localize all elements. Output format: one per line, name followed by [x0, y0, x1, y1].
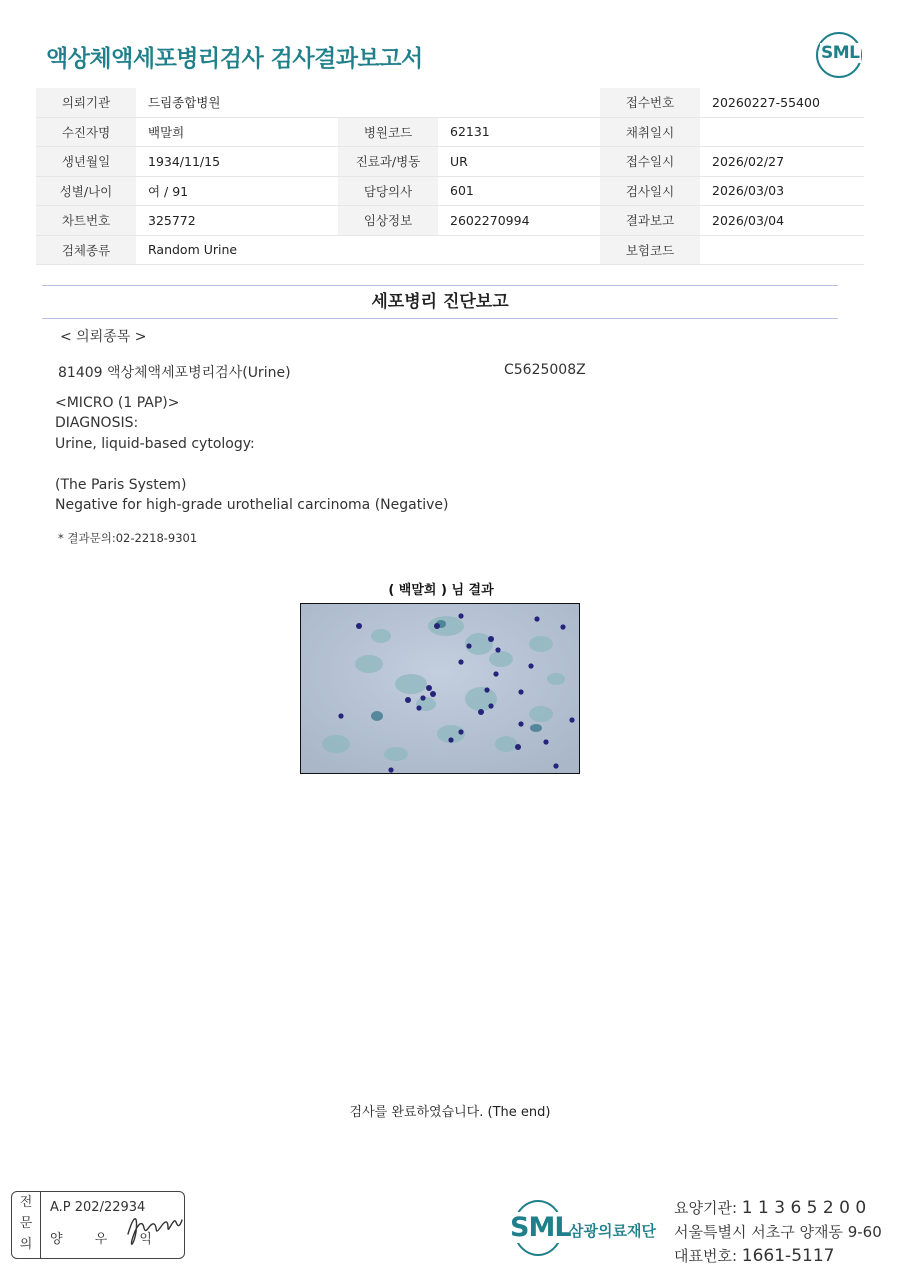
info-label: 병원코드	[338, 117, 438, 147]
info-row	[36, 88, 864, 117]
footer-logo-text: SML	[510, 1212, 571, 1243]
report-line-result: Negative for high-grade urothelial carcinoma (Negative)	[55, 497, 449, 513]
info-label: 생년월일	[36, 147, 136, 177]
info-value: 백말희	[136, 117, 338, 147]
footer-care-number: 1 1 3 6 5 2 0 0	[741, 1198, 867, 1218]
info-label: 수진자명	[36, 117, 136, 147]
info-label: 검체종류	[36, 235, 136, 265]
info-value: 2602270994	[438, 206, 600, 236]
section-bottom-rule	[42, 318, 838, 319]
info-label: 결과보고	[600, 206, 700, 236]
contact-line: * 결과문의:02-2218-9301	[58, 531, 198, 545]
stamp-pathologist-name: 양 우 익	[50, 1232, 166, 1247]
stamp-side-label	[12, 1192, 41, 1258]
sml-logo	[814, 30, 862, 78]
info-value: 325772	[136, 206, 338, 236]
info-label: 담당의사	[338, 176, 438, 206]
info-label: 진료과/병동	[338, 147, 438, 177]
cytology-image	[300, 603, 580, 774]
info-label: 의뢰기관	[36, 88, 136, 117]
info-value: 드림종합병원	[136, 88, 338, 117]
info-value: 62131	[438, 117, 600, 147]
info-value	[700, 117, 864, 147]
info-empty-label	[338, 235, 438, 265]
order-heading: < 의뢰종목 >	[60, 329, 147, 345]
info-label: 접수번호	[600, 88, 700, 117]
image-caption: ( 백말희 ) 님 결과	[388, 583, 494, 598]
info-value: 1934/11/15	[136, 147, 338, 177]
logo-text: SML	[821, 43, 860, 63]
stamp-ap-number: A.P 202/22934	[50, 1200, 146, 1215]
info-label: 보험코드	[600, 235, 700, 265]
info-label: 임상정보	[338, 206, 438, 236]
report-line-diagnosis: DIAGNOSIS:	[55, 415, 139, 431]
patient-info-table	[36, 88, 864, 265]
info-value: 601	[438, 176, 600, 206]
signature-icon	[124, 1204, 184, 1250]
info-row	[36, 147, 864, 177]
info-row	[36, 117, 864, 147]
info-label: 차트번호	[36, 206, 136, 236]
info-value: 20260227-55400	[700, 88, 864, 117]
info-value	[700, 235, 864, 265]
info-value: 2026/03/04	[700, 206, 864, 236]
info-row	[36, 235, 864, 265]
stamp-side-char: 전	[19, 1195, 33, 1210]
cytology-image-drawing	[301, 604, 579, 773]
pathologist-stamp	[11, 1191, 185, 1259]
report-line-micro: <MICRO (1 PAP)>	[55, 395, 180, 411]
info-empty-label	[338, 88, 438, 117]
info-row	[36, 176, 864, 206]
report-line-specimen: Urine, liquid-based cytology:	[55, 436, 255, 452]
info-label: 채취일시	[600, 117, 700, 147]
info-value: 2026/03/03	[700, 176, 864, 206]
info-label: 접수일시	[600, 147, 700, 177]
footer-care-label: 요양기관:	[674, 1199, 742, 1217]
order-code: C5625008Z	[504, 362, 586, 378]
end-message: 검사를 완료하였습니다. (The end)	[349, 1105, 551, 1120]
section-top-rule	[42, 285, 838, 286]
order-item: 81409 액상체액세포병리검사(Urine)	[58, 365, 291, 381]
stamp-side-char: 문	[19, 1216, 33, 1231]
info-row	[36, 206, 864, 236]
footer-address: 서울특별시 서초구 양재동 9-60	[674, 1223, 882, 1241]
stamp-side-char: 의	[19, 1237, 33, 1252]
section-title: 세포병리 진단보고	[371, 292, 509, 312]
footer-org-name: 삼광의료재단	[569, 1222, 656, 1240]
info-value: 여 / 91	[136, 176, 338, 206]
footer-care-row	[674, 1196, 882, 1220]
info-value: Random Urine	[136, 235, 338, 265]
info-empty-value	[438, 235, 600, 265]
footer-info	[674, 1196, 882, 1268]
info-label: 성별/나이	[36, 176, 136, 206]
info-empty-value	[438, 88, 600, 117]
info-label: 검사일시	[600, 176, 700, 206]
report-line-system: (The Paris System)	[55, 477, 187, 493]
footer-phone-label: 대표번호:	[674, 1247, 742, 1265]
report-title: 액상체액세포병리검사 검사결과보고서	[46, 46, 423, 72]
footer-phone: 1661-5117	[741, 1246, 835, 1266]
info-value: 2026/02/27	[700, 147, 864, 177]
footer-phone-row	[674, 1244, 882, 1268]
info-value: UR	[438, 147, 600, 177]
